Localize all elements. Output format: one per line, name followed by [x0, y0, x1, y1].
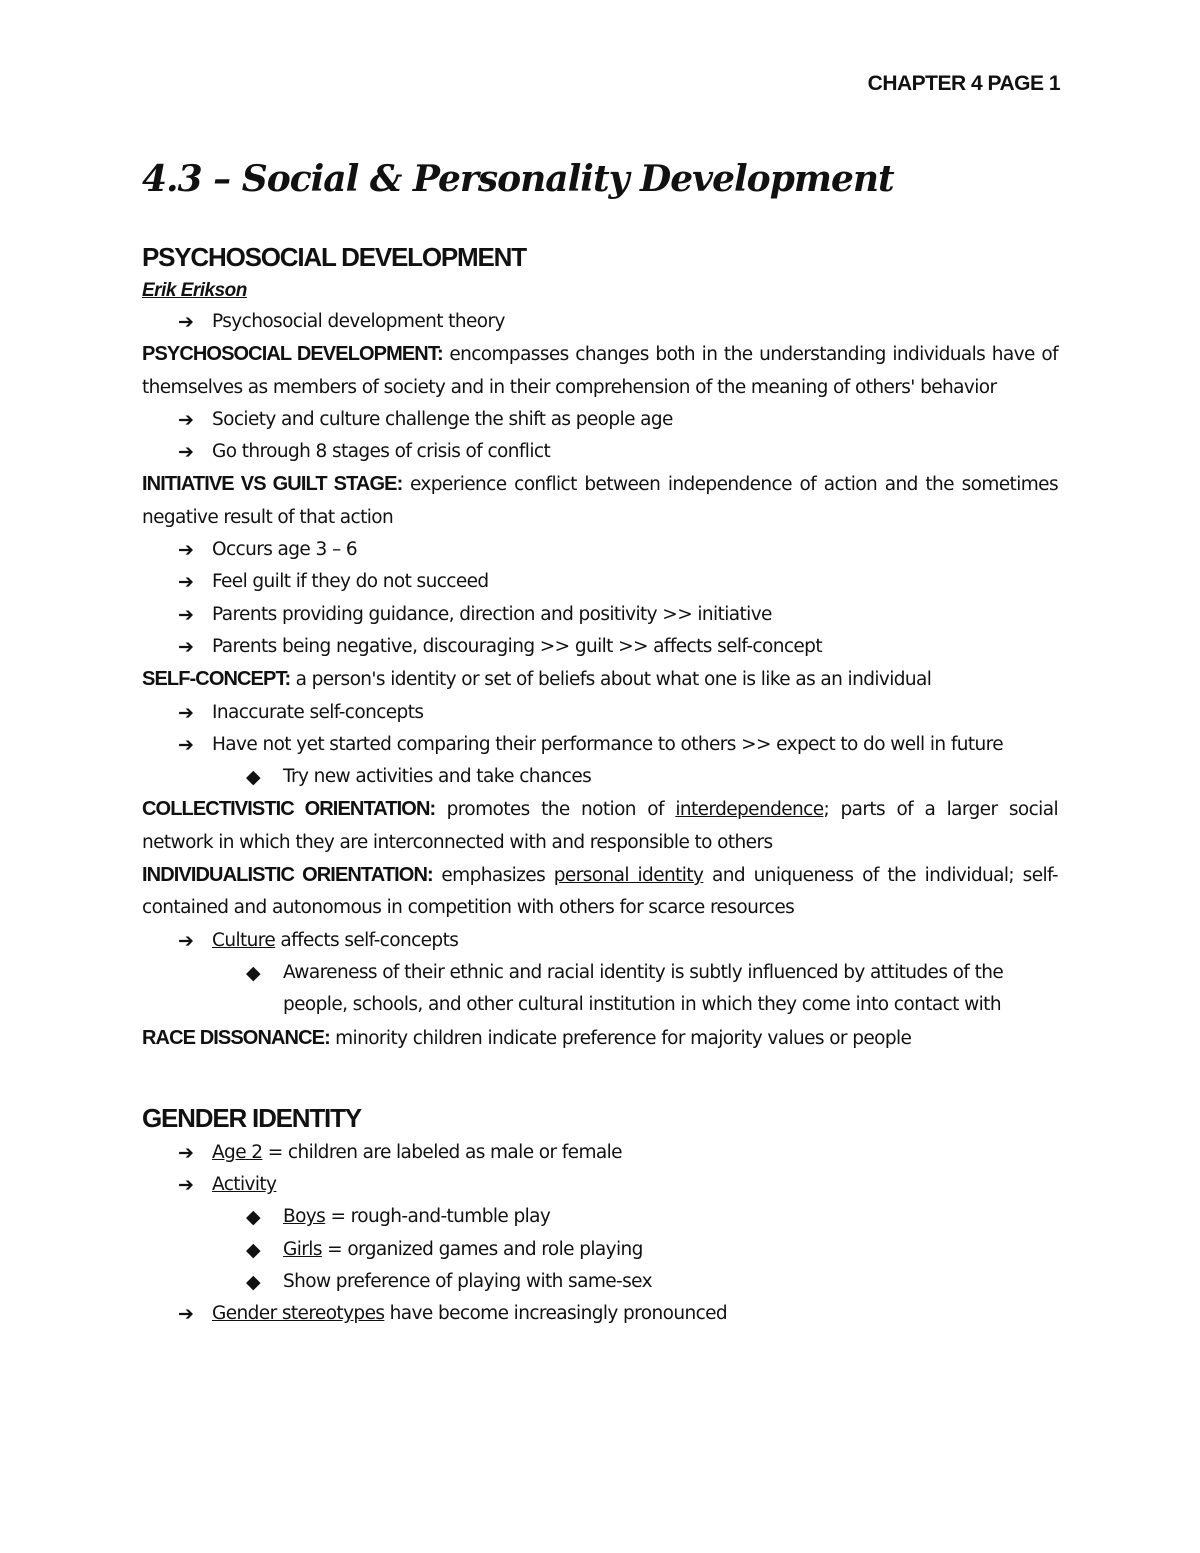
sub-bullet-item — [142, 1266, 1058, 1298]
bullet-text: Try new activities and take chances — [283, 766, 592, 788]
bullet-item — [142, 697, 1058, 729]
section-heading-psychosocial: PSYCHOSOCIAL DEVELOPMENT — [142, 242, 526, 272]
definition-race-dissonance — [142, 1022, 1058, 1055]
bullet-text: Show preference of playing with same-sex — [283, 1271, 652, 1293]
definition-text: minority children indicate preference for majority values or people — [329, 1027, 912, 1049]
bullet-text: = organized games and role playing — [321, 1238, 643, 1260]
notes-body — [142, 150, 1058, 1331]
bullet-text: = rough-and-tumble play — [325, 1206, 551, 1228]
definition-text: encompasses changes both in the understanding individuals have of themselves as members of society and in their comprehension of the meaning of others' behavior — [142, 344, 1058, 398]
underlined-text: Culture — [212, 929, 276, 951]
definition-text: experience conflict between independence of action and the sometimes negative result of that action — [142, 474, 1058, 528]
arrow-icon: ➔ — [178, 1141, 194, 1164]
bullet-item — [142, 1298, 1058, 1330]
definition-term: INITIATIVE VS GUILT STAGE: — [142, 473, 403, 496]
arrow-icon: ➔ — [178, 1303, 194, 1326]
page-header: CHAPTER 4 PAGE 1 — [867, 72, 1060, 95]
bullet-text: Awareness of their ethnic and racial identity is subtly influenced by attitudes of the people, schools, and other cultural institution in which they come into contact with — [283, 961, 1004, 1016]
sub-bullet-item — [142, 1201, 1058, 1233]
underlined-text: Boys — [283, 1206, 326, 1228]
definition-term: PSYCHOSOCIAL DEVELOPMENT: — [142, 343, 443, 366]
arrow-icon: ➔ — [178, 408, 194, 431]
underlined-text: Gender stereotypes — [212, 1303, 385, 1325]
bullet-text: Have not yet started comparing their performance to others >> expect to do well in future — [212, 733, 1004, 755]
section-heading-gender: GENDER IDENTITY — [142, 1102, 361, 1133]
definition-term: COLLECTIVISTIC ORIENTATION: — [142, 798, 436, 821]
definition-individualistic — [142, 859, 1058, 925]
page-title: 4.3 – Social & Personality Development — [142, 158, 894, 200]
bullet-text: have become increasingly pronounced — [384, 1303, 728, 1325]
definition-initiative — [142, 468, 1058, 534]
arrow-icon: ➔ — [178, 539, 194, 562]
diamond-icon: ◆ — [246, 961, 261, 984]
bullet-text: Feel guilt if they do not succeed — [212, 571, 489, 593]
bullet-item — [142, 925, 1058, 957]
definition-text: promotes the notion of — [435, 799, 676, 821]
sub-bullet-item — [142, 761, 1058, 793]
bullet-text: Occurs age 3 – 6 — [212, 539, 358, 561]
arrow-icon: ➔ — [178, 635, 194, 658]
diamond-icon: ◆ — [246, 766, 261, 789]
bullet-text: Society and culture challenge the shift as people age — [212, 408, 673, 430]
sub-bullet-item — [142, 957, 1058, 1022]
underlined-text: Activity — [212, 1174, 277, 1196]
bullet-item — [142, 729, 1058, 761]
arrow-icon: ➔ — [178, 701, 194, 724]
underlined-text: Girls — [283, 1238, 322, 1260]
bullet-item — [142, 306, 1058, 338]
bullet-item — [142, 566, 1058, 598]
arrow-icon: ➔ — [178, 1174, 194, 1197]
bullet-item — [142, 534, 1058, 566]
bullet-text: = children are labeled as male or female — [262, 1141, 622, 1163]
definition-term: INDIVIDUALISTIC ORIENTATION: — [142, 864, 433, 887]
diamond-icon: ◆ — [246, 1206, 261, 1229]
bullet-item — [142, 404, 1058, 436]
definition-term: SELF-CONCEPT: — [142, 668, 291, 691]
diamond-icon: ◆ — [246, 1271, 261, 1294]
person-name: Erik Erikson — [142, 280, 247, 301]
arrow-icon: ➔ — [178, 571, 194, 594]
diamond-icon: ◆ — [246, 1238, 261, 1261]
bullet-text: Parents being negative, discouraging >> guilt >> affects self-concept — [212, 635, 822, 657]
definition-text: and uniqueness of the individual; self-contained and autonomous in competition with others for scarce resources — [142, 865, 1058, 919]
definition-text: ; parts of a larger social network in which they are interconnected with and responsible to others — [142, 799, 1058, 853]
definition-term: RACE DISSONANCE: — [142, 1026, 330, 1049]
bullet-text: Inaccurate self-concepts — [212, 701, 424, 723]
arrow-icon: ➔ — [178, 603, 194, 626]
bullet-item — [142, 1169, 1058, 1201]
bullet-item — [142, 599, 1058, 631]
underlined-text: interdependence — [675, 799, 824, 821]
bullet-item — [142, 1137, 1058, 1169]
bullet-item — [142, 631, 1058, 663]
underlined-text: personal identity — [553, 865, 704, 887]
sub-bullet-item — [142, 1234, 1058, 1266]
definition-text: a person's identity or set of beliefs about what one is like as an individual — [290, 669, 932, 691]
definition-self-concept — [142, 663, 1058, 696]
definition-text: emphasizes — [432, 865, 554, 887]
bullet-text: Parents providing guidance, direction and positivity >> initiative — [212, 603, 772, 625]
bullet-text: Go through 8 stages of crisis of conflict — [212, 441, 551, 463]
definition-collectivistic — [142, 793, 1058, 859]
bullet-text: affects self-concepts — [275, 929, 459, 951]
arrow-icon: ➔ — [178, 441, 194, 464]
arrow-icon: ➔ — [178, 311, 194, 333]
arrow-icon: ➔ — [178, 929, 194, 952]
bullet-text: Psychosocial development theory — [212, 311, 505, 332]
bullet-item — [142, 436, 1058, 468]
definition-psychosocial — [142, 338, 1058, 404]
underlined-text: Age 2 — [212, 1141, 263, 1163]
arrow-icon: ➔ — [178, 733, 194, 756]
